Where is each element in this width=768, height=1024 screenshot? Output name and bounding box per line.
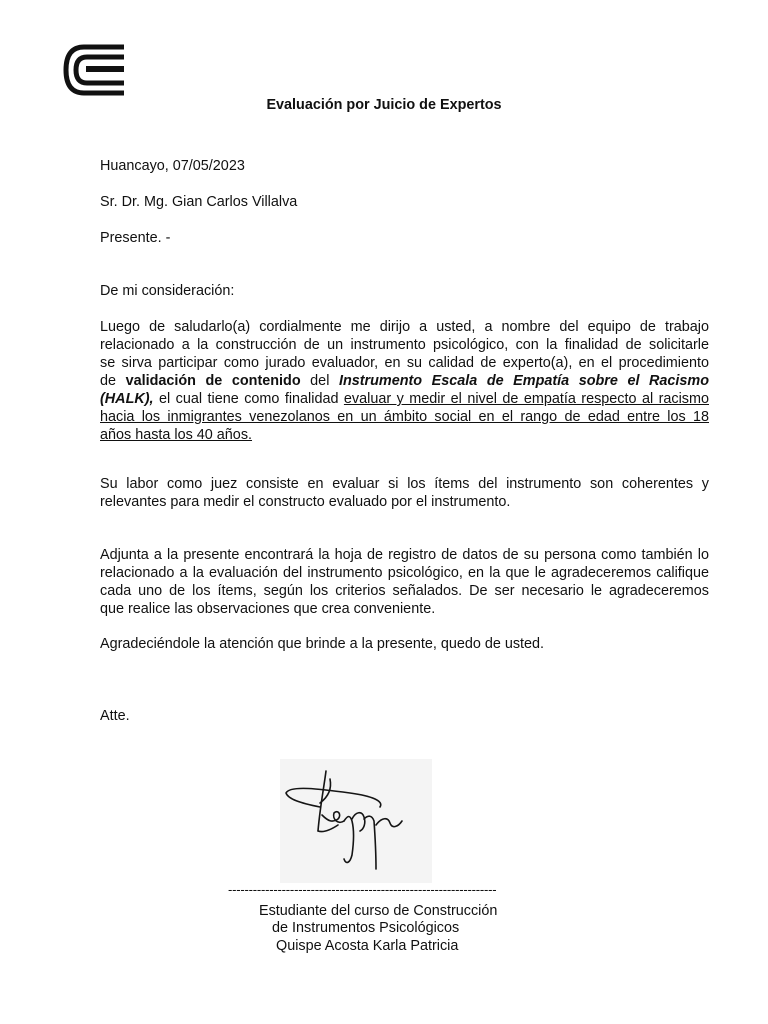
signer-role-line-2: de Instrumentos Psicológicos	[272, 920, 460, 936]
text-run: del	[300, 373, 339, 389]
institution-logo-icon	[62, 44, 132, 96]
paragraph-line: hacia los inmigrantes venezolanos en un ámbito social en el rango de edad entre los 18	[100, 409, 709, 425]
paragraph-line: que realice las observaciones que crea conveniente.	[100, 601, 436, 617]
paragraph-judge-role	[100, 475, 709, 511]
recipient-line: Sr. Dr. Mg. Gian Carlos Villalva	[100, 194, 298, 210]
paragraph-line: cada uno de los ítems, según los criterios señalados. De ser necesario le agradeceremos	[100, 583, 709, 599]
paragraph-line: relacionado a la construcción de un instrumento psicológico, con la finalidad de solicitarle	[100, 337, 709, 353]
closing-line: Atte.	[100, 708, 130, 724]
paragraph-thanks: Agradeciéndole la atención que brinde a la presente, quedo de usted.	[100, 636, 545, 652]
signer-role-line-1: Estudiante del curso de Construcción	[259, 903, 498, 919]
document-title: Evaluación por Juicio de Expertos	[266, 97, 502, 113]
instrument-name: Instrumento Escala de Empatía sobre el Racismo	[338, 373, 710, 389]
signer-name: Quispe Acosta Karla Patricia	[276, 938, 459, 954]
emphasis-validation: validación de contenido	[125, 373, 301, 389]
presente-line: Presente. -	[100, 230, 171, 246]
signature-line: -----------------------------------------------------------------	[228, 882, 497, 897]
paragraph-line: relevantes para medir el constructo evaluado por el instrumento.	[100, 494, 511, 510]
paragraph-line: Su labor como juez consiste en evaluar si los ítems del instrumento son coherentes y	[100, 476, 709, 492]
paragraph-line	[100, 390, 709, 408]
paragraph-request	[100, 318, 709, 444]
paragraph-line: Luego de saludarlo(a) cordialmente me dirijo a usted, a nombre del equipo de trabajo	[100, 319, 709, 335]
text-run: de	[100, 373, 126, 389]
paragraph-line: años hasta los 40 años.	[100, 427, 253, 443]
paragraph-line	[100, 372, 709, 390]
salutation-line: De mi consideración:	[100, 283, 235, 299]
instrument-acronym: (HALK),	[100, 391, 154, 407]
paragraph-line: relacionado a la evaluación del instrumento psicológico, en la que le agradeceremos califique	[100, 565, 709, 581]
date-line: Huancayo, 07/05/2023	[100, 158, 245, 174]
paragraph-attachments	[100, 546, 709, 618]
paragraph-line: se sirva participar como jurado evaluador, en su calidad de experto(a), en el procedimiento	[100, 355, 709, 371]
signature-icon	[280, 759, 432, 883]
signature-image	[280, 759, 432, 883]
text-run: el cual tiene como finalidad	[153, 391, 344, 407]
paragraph-line: Adjunta a la presente encontrará la hoja de registro de datos de su persona como también lo	[100, 547, 709, 563]
purpose-underlined: evaluar y medir el nivel de empatía respecto al racismo	[343, 391, 709, 407]
